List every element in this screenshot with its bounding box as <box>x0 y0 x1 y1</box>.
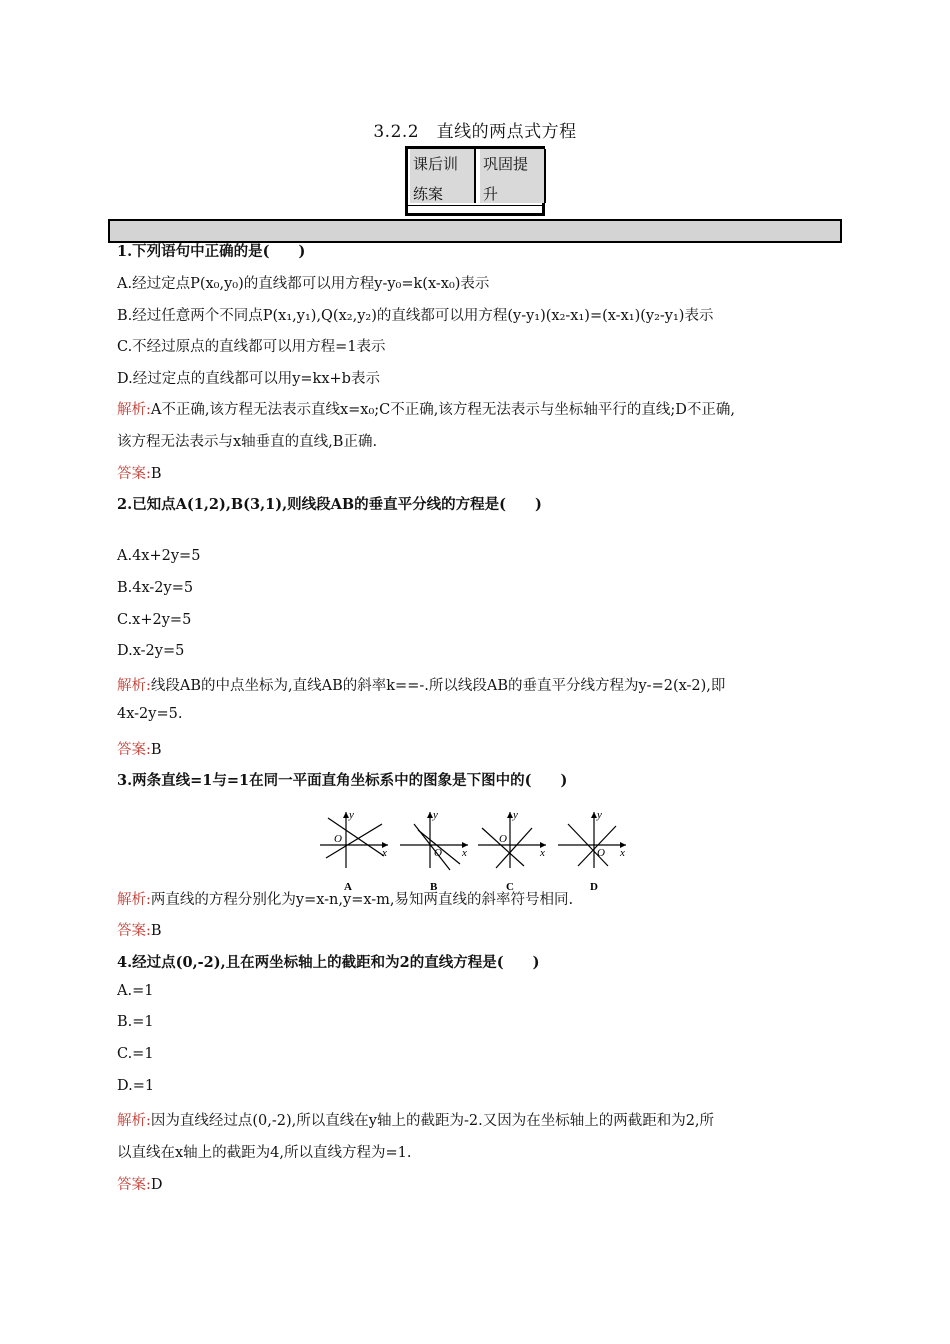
graph-b-origin: O <box>434 847 442 859</box>
option-graphs-figure <box>318 808 638 896</box>
graph-a-x-label: x <box>382 847 387 859</box>
line-text: D.=1 <box>117 1078 155 1094</box>
solution-label: 解析: <box>117 892 151 908</box>
page-title: 3.2.2 直线的两点式方程 <box>373 122 577 142</box>
graph-a <box>320 809 388 893</box>
text-line <box>117 548 200 564</box>
answer-line <box>117 462 162 483</box>
text-line <box>117 706 182 722</box>
answer-line <box>117 919 162 940</box>
answer-label: 答案: <box>117 466 151 482</box>
answer-label: 答案: <box>117 742 151 758</box>
text-line <box>117 304 713 325</box>
graph-d-label: D <box>590 881 598 893</box>
line-text: A不正确,该方程无法表示直线x=x₀;C不正确,该方程无法表示与坐标轴平行的直线;D不正确, <box>150 402 735 418</box>
box-right-line-2: 升 <box>483 185 499 203</box>
line-text: A.经过定点P(x₀,y₀)的直线都可以用方程y-y₀=k(x-x₀)表示 <box>117 276 490 292</box>
text-line <box>117 1046 154 1062</box>
text-line <box>117 983 153 999</box>
text-line <box>117 272 489 293</box>
text-line <box>117 1141 412 1162</box>
graph-c-origin: O <box>499 833 507 845</box>
box-right-line-1: 巩固提 <box>483 155 529 173</box>
text-line <box>117 1014 154 1030</box>
text-line <box>117 335 386 356</box>
text-line <box>117 612 191 628</box>
line-text: D.经过定点的直线都可以用y=kx+b表示 <box>117 371 380 387</box>
line-text: 4x-2y=5. <box>117 706 183 722</box>
box-left-line-1: 课后训 <box>413 155 459 173</box>
box-cell-right <box>480 149 546 203</box>
box-cell-left <box>410 149 476 203</box>
solution-line <box>117 674 725 695</box>
line-text: 4.经过点(0,-2),且在两坐标轴上的截距和为2的直线方程是( ) <box>117 954 540 971</box>
text-line <box>117 580 193 596</box>
line-text: B <box>150 466 162 482</box>
graph-b-label: B <box>430 881 438 893</box>
solution-label: 解析: <box>117 402 151 418</box>
answer-line <box>117 1173 163 1194</box>
line-text: 因为直线经过点(0,-2),所以直线在y轴上的截距为-2.又因为在坐标轴上的两截距和为2,所 <box>150 1113 715 1129</box>
text-line <box>117 367 380 388</box>
line-text: B <box>150 923 162 939</box>
graph-b-y-label: y <box>433 809 438 821</box>
text-line <box>117 643 184 659</box>
text-line <box>117 1078 154 1094</box>
graph-b-x-label: x <box>462 847 467 859</box>
graph-d-x-label: x <box>620 847 625 859</box>
graph-c-x-label: x <box>540 847 545 859</box>
graph-a-label: A <box>344 881 352 893</box>
box-divider <box>408 205 542 206</box>
question-line <box>117 493 542 514</box>
graph-d-y-label: y <box>597 809 602 821</box>
line-text: C.x+2y=5 <box>117 612 192 628</box>
line-text: 3.两条直线=1与=1在同一平面直角坐标系中的图象是下图中的( ) <box>117 772 568 789</box>
solution-line <box>117 398 735 419</box>
line-text: 两直线的方程分别化为y=x-n,y=x-m,易知两直线的斜率符号相同. <box>150 892 574 908</box>
question-line <box>117 769 567 790</box>
line-text: B.经过任意两个不同点P(x₁,y₁),Q(x₂,y₂)的直线都可以用方程(y-y₁)(x₂-x₁)=(x-x₁)(y₂-y₁)表示 <box>117 308 714 324</box>
solution-label: 解析: <box>117 1113 151 1129</box>
line-text: B <box>150 742 162 758</box>
box-left-line-2: 练案 <box>413 185 444 203</box>
solution-label: 解析: <box>117 678 151 694</box>
line-text: 1.下列语句中正确的是( ) <box>117 243 306 260</box>
graph-c <box>478 809 546 893</box>
answer-line <box>117 738 162 759</box>
question-line <box>117 240 305 261</box>
line-text: 2.已知点A(1,2),B(3,1),则线段AB的垂直平分线的方程是( ) <box>117 496 542 513</box>
line-text: 以直线在x轴上的截距为4,所以直线方程为=1. <box>117 1145 412 1161</box>
answer-label: 答案: <box>117 923 151 939</box>
section-label-box <box>405 146 545 216</box>
line-text: C.=1 <box>117 1046 154 1062</box>
solution-line <box>117 1109 714 1130</box>
graph-d-origin: O <box>597 847 605 859</box>
line-text: C.不经过原点的直线都可以用方程=1表示 <box>117 339 386 355</box>
graph-d <box>558 809 626 893</box>
graph-a-origin: O <box>334 833 342 845</box>
text-line <box>117 430 377 451</box>
graph-c-label: C <box>506 881 514 893</box>
line-text: B.4x-2y=5 <box>117 580 194 596</box>
answer-label: 答案: <box>117 1177 151 1193</box>
line-text: A.4x+2y=5 <box>117 548 201 564</box>
line-text: B.=1 <box>117 1014 154 1030</box>
line-text: 该方程无法表示与x轴垂直的直线,B正确. <box>117 434 378 450</box>
graph-c-y-label: y <box>513 809 518 821</box>
graph-b <box>400 809 468 893</box>
line-text: D <box>150 1177 163 1193</box>
line-text: 线段AB的中点坐标为,直线AB的斜率k==-.所以线段AB的垂直平分线方程为y-=2(x-2),即 <box>150 678 726 694</box>
question-line <box>117 951 539 972</box>
line-text: A.=1 <box>117 983 154 999</box>
graph-a-y-label: y <box>349 809 354 821</box>
line-text: D.x-2y=5 <box>117 643 185 659</box>
